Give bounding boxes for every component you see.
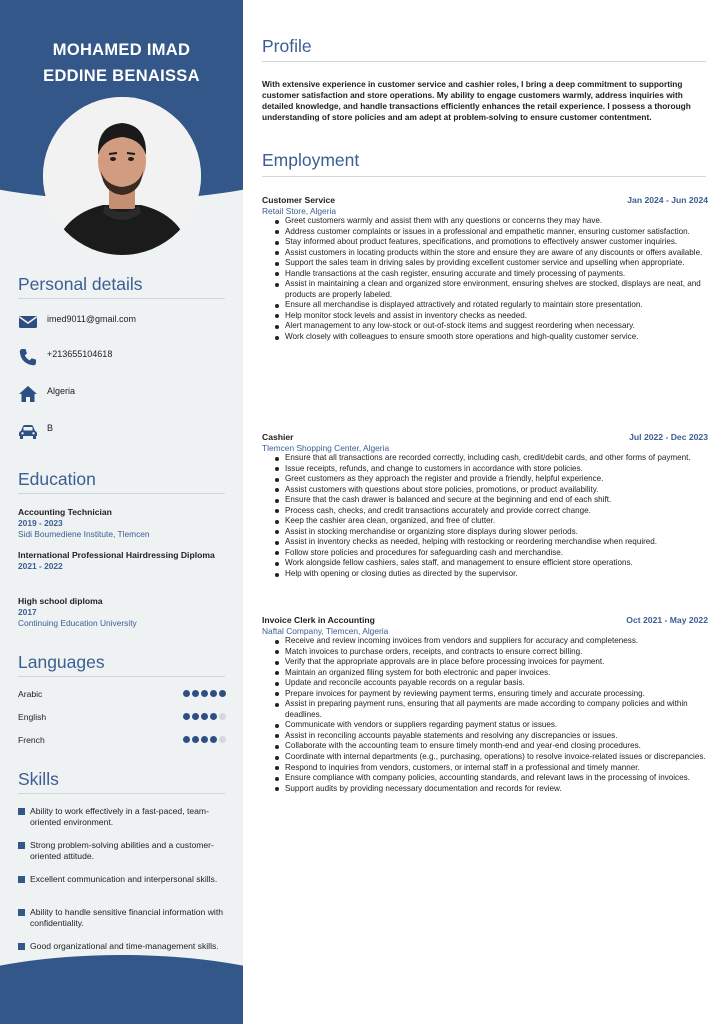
education-years: 2017 xyxy=(18,607,37,617)
level-dot-filled xyxy=(192,690,199,697)
education-degree: International Professional Hairdressing Diploma xyxy=(18,550,215,560)
language-name: French xyxy=(18,735,45,745)
job-bullet: Verify that the appropriate approvals are in place before processing invoices for payment. xyxy=(273,657,708,668)
job-title: Cashier xyxy=(262,432,294,442)
employment-title: Employment xyxy=(262,150,360,170)
job-bullet: Work closely with colleagues to ensure smooth store operations and high-quality customer service. xyxy=(273,332,708,343)
email-row xyxy=(18,312,228,336)
job-bullet: Update and reconcile accounts payable records on a regular basis. xyxy=(273,678,708,689)
job-bullet: Respond to inquiries from vendors, customers, or internal staff in a professional and timely manner. xyxy=(273,763,708,774)
job-bullet: Ensure that all transactions are recorded correctly, including cash, credit/debit cards, and other forms of payment. xyxy=(273,453,708,464)
skills-title: Skills xyxy=(18,769,59,789)
job-entry xyxy=(262,195,708,343)
level-dot-filled xyxy=(183,713,190,720)
license-row xyxy=(18,421,228,445)
education-years: 2019 - 2023 xyxy=(18,518,63,528)
skill-text: Strong problem-solving abilities and a customer-oriented attitude. xyxy=(30,840,214,861)
job-bullet: Assist in inventory checks as needed, helping with restocking or reordering merchandise when required. xyxy=(273,537,708,548)
job-bullet: Ensure that the cash drawer is balanced and secure at the beginning and end of each shift. xyxy=(273,495,708,506)
job-company: Tlemcen Shopping Center, Algeria xyxy=(262,443,390,453)
level-dot-filled xyxy=(192,713,199,720)
education-years: 2021 - 2022 xyxy=(18,561,63,571)
job-dates: Jan 2024 - Jun 2024 xyxy=(627,195,708,205)
job-bullet: Stay informed about product features, specifications, and promotions to effectively answer customer inquiries. xyxy=(273,237,708,248)
level-dot-filled xyxy=(183,736,190,743)
job-bullet: Assist customers in locating products within the store and ensure they are aware of any discounts or offers available. xyxy=(273,248,708,259)
job-bullets xyxy=(273,453,708,580)
phone-row xyxy=(18,347,228,371)
job-dates: Jul 2022 - Dec 2023 xyxy=(629,432,708,442)
skill-item xyxy=(18,907,228,929)
profile-title: Profile xyxy=(262,36,312,56)
job-bullet: Support the sales team in driving sales by providing excellent customer service and upselling when appropriate. xyxy=(273,258,708,269)
skills-divider xyxy=(18,793,225,794)
name-line-1: MOHAMED IMAD xyxy=(52,41,191,59)
level-dot-filled xyxy=(192,736,199,743)
address-row xyxy=(18,384,228,408)
skill-item xyxy=(18,806,228,828)
job-bullet: Follow store policies and procedures for safeguarding cash and merchandise. xyxy=(273,548,708,559)
job-bullet: Assist in maintaining a clean and organized store environment, ensuring shelves are stocked, displays are neat, and products are properly labeled. xyxy=(273,279,708,300)
job-bullet: Greet customers warmly and assist them with any questions or concerns they may have. xyxy=(273,216,708,227)
job-bullet: Communicate with vendors or suppliers regarding payment status or issues. xyxy=(273,720,708,731)
job-bullet: Assist customers with questions about store policies, promotions, or product availability. xyxy=(273,485,708,496)
languages-title: Languages xyxy=(18,652,105,672)
education-item xyxy=(18,596,233,629)
education-item xyxy=(18,550,233,572)
job-bullet: Ensure compliance with company policies, accounting standards, and relevant laws in the processing of invoices. xyxy=(273,773,708,784)
job-bullets xyxy=(273,636,708,794)
driving-license-value: B xyxy=(47,423,54,433)
job-bullet: Work alongside fellow cashiers, sales staff, and management to ensure efficient store operations. xyxy=(273,558,708,569)
job-bullet: Support audits by providing necessary documentation and records for review. xyxy=(273,784,708,795)
language-row xyxy=(18,735,226,747)
level-dot-empty xyxy=(219,736,226,743)
job-bullet: Greet customers as they approach the register and provide a friendly, helpful experience. xyxy=(273,474,708,485)
language-level xyxy=(183,713,226,720)
bullet-square-icon xyxy=(18,808,25,815)
education-degree: Accounting Technician xyxy=(18,507,112,517)
language-level xyxy=(183,690,226,697)
candidate-name xyxy=(0,37,243,89)
skill-text: Ability to handle sensitive financial information with confidentiality. xyxy=(30,907,223,928)
profile-summary: With extensive experience in customer service and cashier roles, I bring a deep commitment to supporting customer satisfaction and store operations. My ability to engage customers warmly, address inquiries with detailed knowledge, and handle transactions efficiently enhances the retail experience. I possess a thorough understanding of store policies and am adept at problem-solving to ensure customer contentment. xyxy=(262,79,691,122)
level-dot-filled xyxy=(183,690,190,697)
education-degree: High school diploma xyxy=(18,596,103,606)
languages-divider xyxy=(18,676,225,677)
personal-details-title: Personal details xyxy=(18,274,143,294)
level-dot-filled xyxy=(201,713,208,720)
job-bullet: Help with opening or closing duties as directed by the supervisor. xyxy=(273,569,708,580)
home-icon xyxy=(18,384,38,404)
job-dates: Oct 2021 - May 2022 xyxy=(626,615,708,625)
language-row xyxy=(18,689,226,701)
bullet-square-icon xyxy=(18,842,25,849)
skill-item xyxy=(18,840,228,862)
education-institution: Continuing Education University xyxy=(18,618,137,628)
job-bullet: Address customer complaints or issues in a professional and empathetic manner, ensuring customer satisfaction. xyxy=(273,227,708,238)
job-company: Naftal Company, Tlemcen, Algeria xyxy=(262,626,389,636)
address-value: Algeria xyxy=(47,386,76,396)
bullet-square-icon xyxy=(18,943,25,950)
job-title: Customer Service xyxy=(262,195,336,205)
skill-text: Ability to work effectively in a fast-paced, team-oriented environment. xyxy=(30,806,209,827)
job-bullet: Alert management to any low-stock or out-of-stock items and suggest reordering when necessary. xyxy=(273,321,708,332)
job-entry xyxy=(262,615,708,794)
name-line-2: EDDINE BENAISSA xyxy=(43,67,200,85)
job-bullet: Match invoices to purchase orders, receipts, and contracts to ensure correct billing. xyxy=(273,647,708,658)
skill-item xyxy=(18,874,228,885)
level-dot-filled xyxy=(210,713,217,720)
car-icon xyxy=(18,421,38,441)
job-title: Invoice Clerk in Accounting xyxy=(262,615,375,625)
job-bullet: Coordinate with internal departments (e.g., purchasing, operations) to resolve invoice-related issues or discrepancies. xyxy=(273,752,708,763)
level-dot-filled xyxy=(201,690,208,697)
phone-value: +213655104618 xyxy=(47,349,113,359)
envelope-icon xyxy=(18,312,38,332)
job-bullet: Process cash, checks, and credit transactions accurately and provide correct change. xyxy=(273,506,708,517)
profile-photo xyxy=(43,97,201,255)
job-bullet: Help monitor stock levels and assist in inventory checks as needed. xyxy=(273,311,708,322)
job-bullet: Keep the cashier area clean, organized, and free of clutter. xyxy=(273,516,708,527)
sidebar xyxy=(0,0,243,1024)
job-bullet: Issue receipts, refunds, and change to customers in accordance with store policies. xyxy=(273,464,708,475)
education-item xyxy=(18,507,233,540)
personal-details-divider xyxy=(18,298,225,299)
language-row xyxy=(18,712,226,724)
job-bullet: Maintain an organized filing system for both electronic and paper invoices. xyxy=(273,668,708,679)
email-value: imed9011@gmail.com xyxy=(47,314,137,324)
bullet-square-icon xyxy=(18,876,25,883)
level-dot-filled xyxy=(210,736,217,743)
language-name: Arabic xyxy=(18,689,43,699)
level-dot-filled xyxy=(201,736,208,743)
job-bullet: Assist in reconciling accounts payable statements and resolving any discrepancies or issues. xyxy=(273,731,708,742)
job-bullet: Assist in stocking merchandise or organizing store displays during slower periods. xyxy=(273,527,708,538)
job-bullet: Receive and review incoming invoices from vendors and suppliers for accuracy and completeness. xyxy=(273,636,708,647)
skill-text: Excellent communication and interpersonal skills. xyxy=(30,874,218,884)
skill-text: Good organizational and time-management skills. xyxy=(30,941,219,951)
footer-arc xyxy=(0,955,243,1024)
phone-icon xyxy=(18,347,38,367)
job-bullet: Ensure all merchandise is displayed attractively and rotated regularly to maintain store presentation. xyxy=(273,300,708,311)
level-dot-filled xyxy=(219,690,226,697)
job-entry xyxy=(262,432,708,580)
profile-divider xyxy=(262,61,706,62)
education-divider xyxy=(18,493,225,494)
skill-item xyxy=(18,941,228,952)
job-bullet: Prepare invoices for payment by reviewing payment terms, ensuring timely and accurate processing. xyxy=(273,689,708,700)
education-title: Education xyxy=(18,469,96,489)
language-level xyxy=(183,736,226,743)
language-name: English xyxy=(18,712,47,722)
bullet-square-icon xyxy=(18,909,25,916)
education-institution: Sidi Boumediene Institute, Tlemcen xyxy=(18,529,150,539)
level-dot-filled xyxy=(210,690,217,697)
job-bullets xyxy=(273,216,708,343)
job-bullet: Collaborate with the accounting team to ensure timely month-end and year-end closing procedures. xyxy=(273,741,708,752)
job-company: Retail Store, Algeria xyxy=(262,206,337,216)
job-bullet: Assist in preparing payment runs, ensuring that all payments are made according to company policies and within deadlines. xyxy=(273,699,708,720)
job-bullet: Handle transactions at the cash register, ensuring accurate and timely processing of payments. xyxy=(273,269,708,280)
level-dot-empty xyxy=(219,713,226,720)
employment-divider xyxy=(262,176,706,177)
